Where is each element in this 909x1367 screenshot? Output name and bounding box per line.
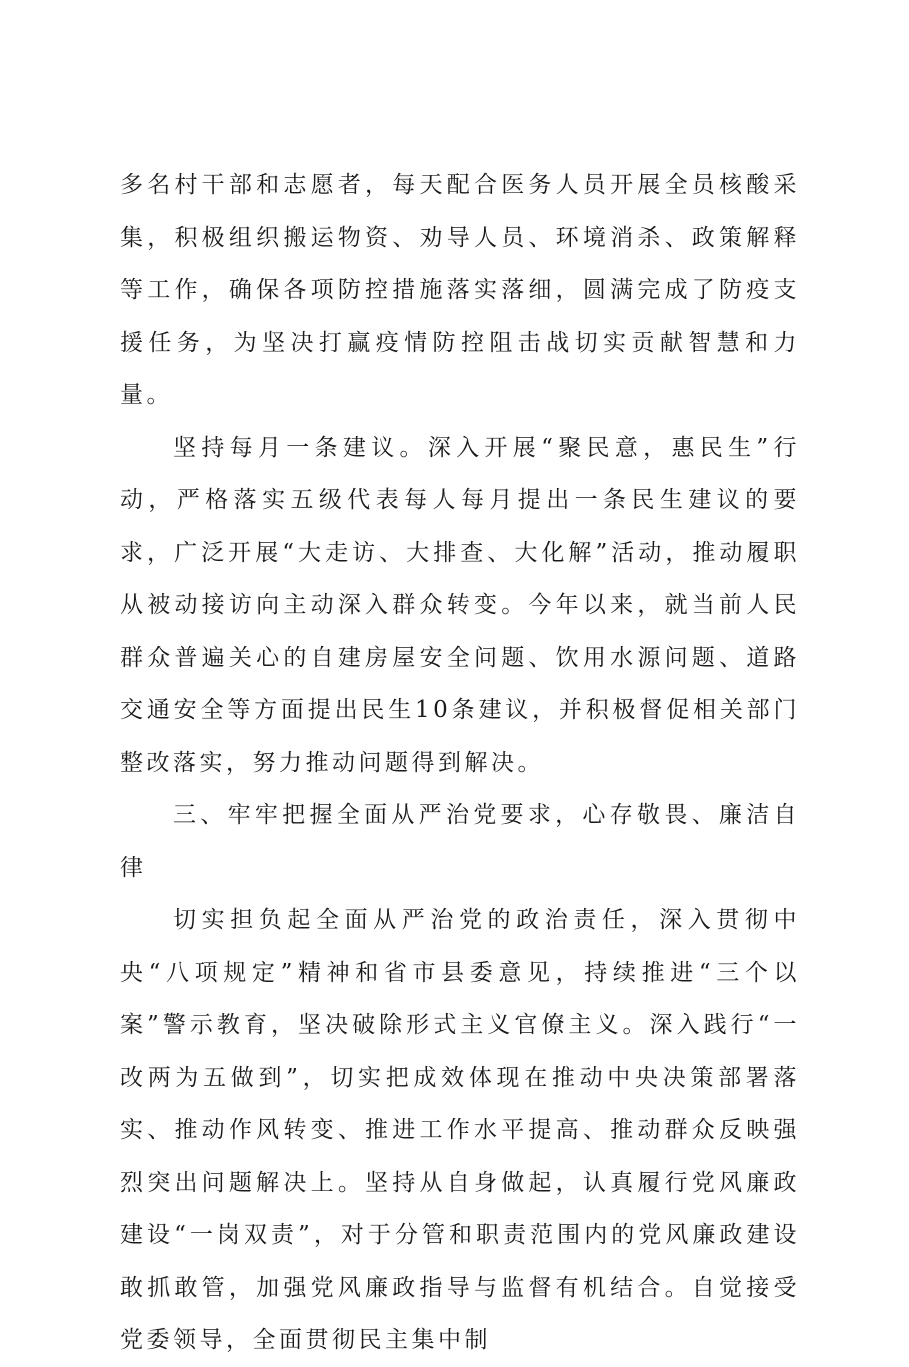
document-body bbox=[120, 159, 800, 1367]
paragraph-party-discipline: 切实担负起全面从严治党的政治责任，深入贯彻中央“八项规定”精神和省市县委意见，持续推进“三个以案”警示教育，坚决破除形式主义官僚主义。深入践行“一改两为五做到”，切实把成效体现在推动中央决策部署落实、推动作风转变、推进工作水平提高、推动群众反映强烈突出问题解决上。坚持从自身做起，认真履行党风廉政建设“一岗双责”，对于分管和职责范围内的党风廉政建设敢抓敢管，加强党风廉政指导与监督有机结合。自觉接受党委领导，全面贯彻民主集中制 bbox=[120, 907, 800, 1353]
paragraph-continuation: 多名村干部和志愿者，每天配合医务人员开展全员核酸采集，积极组织搬运物资、劝导人员、环境消杀、政策解释等工作，确保各项防控措施落实落细，圆满完成了防疫支援任务，为坚决打赢疫情防控阻击战切实贡献智慧和力量。 bbox=[120, 172, 800, 408]
paragraph-monthly-suggestion: 坚持每月一条建议。深入开展“聚民意，惠民生”行动，严格落实五级代表每人每月提出一条民生建议的要求，广泛开展“大走访、大排查、大化解”活动，推动履职从被动接访向主动深入群众转变。今年以来，就当前人民群众普遍关心的自建房屋安全问题、饮用水源问题、道路交通安全等方面提出民生10条建议，并积极督促相关部门整改落实，努力推动问题得到解决。 bbox=[120, 434, 800, 776]
section-heading: 三、牢牢把握全面从严治党要求，心存敬畏、廉洁自律 bbox=[120, 802, 800, 881]
